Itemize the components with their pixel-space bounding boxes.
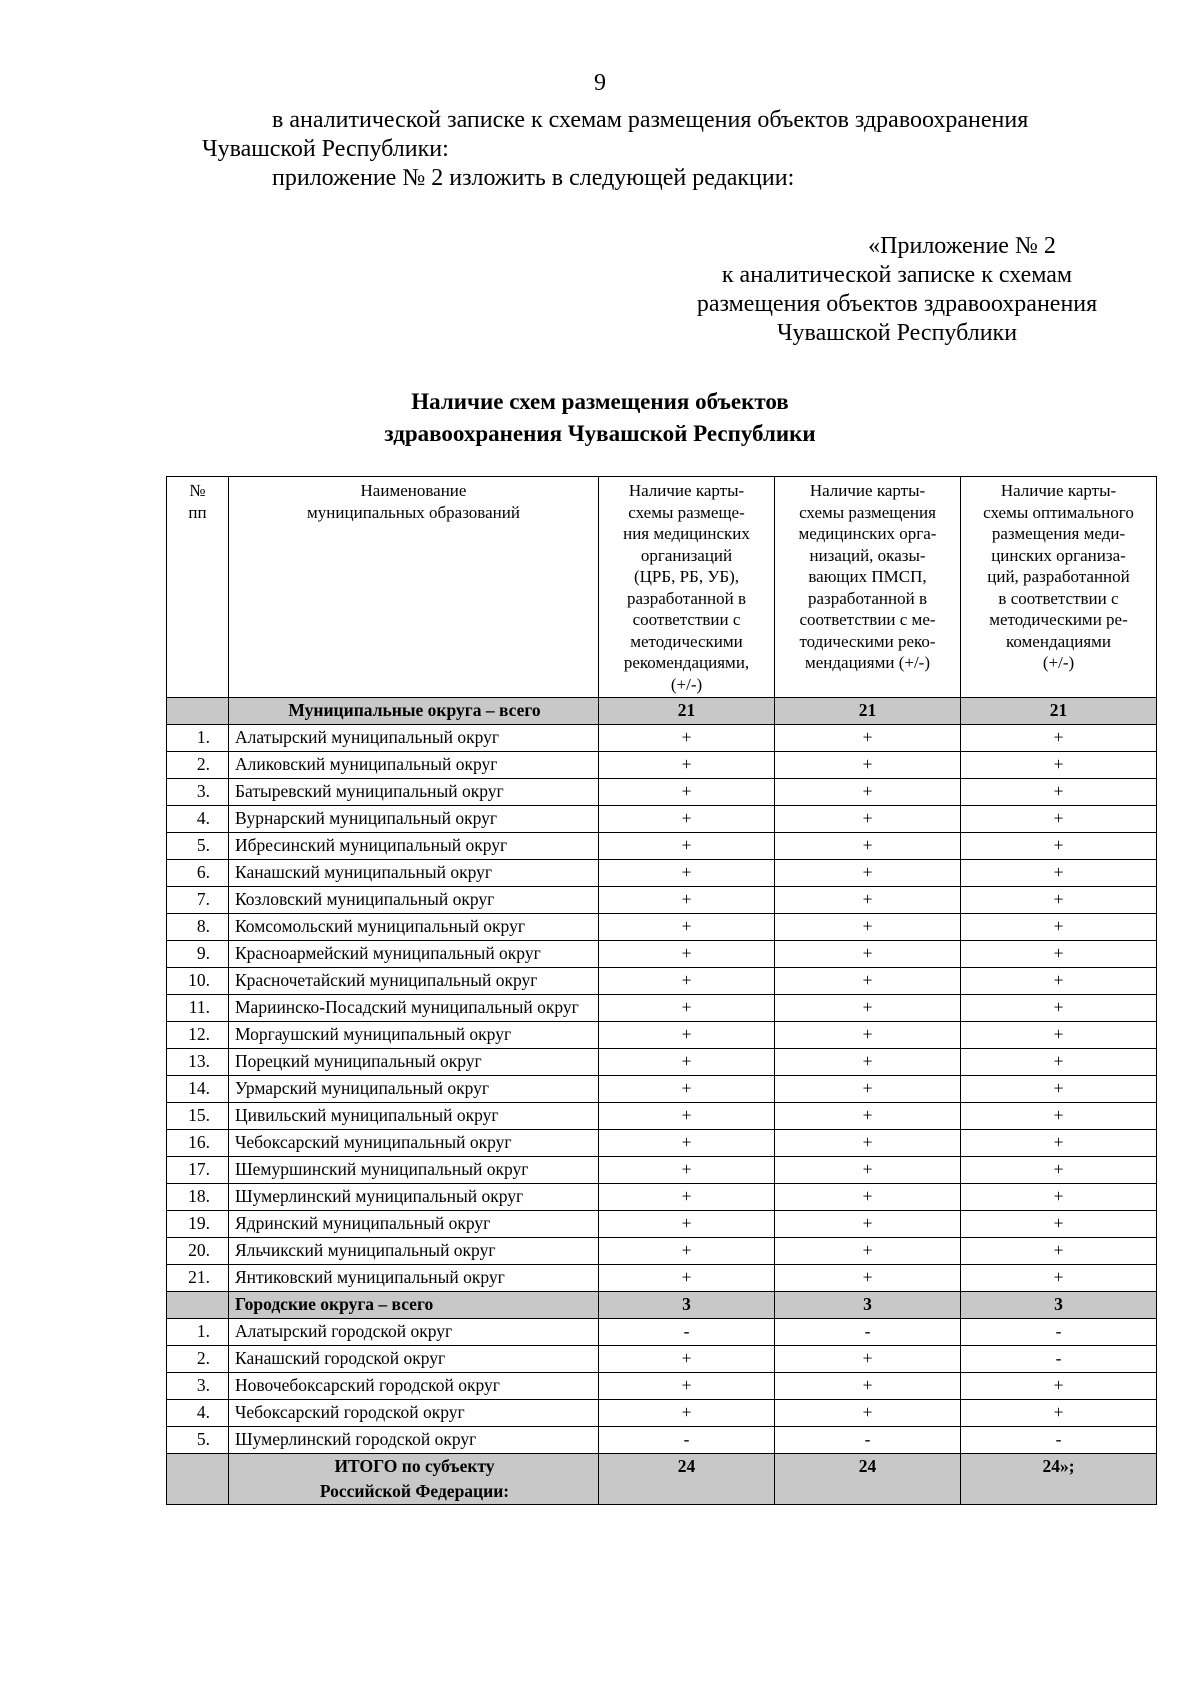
- table-row: [167, 860, 1157, 887]
- value-col3: +: [961, 941, 1157, 968]
- row-number: 17.: [167, 1157, 229, 1184]
- value-col1: +: [599, 941, 775, 968]
- row-name: Алатырский городской округ: [229, 1319, 599, 1346]
- value-col1: +: [599, 1130, 775, 1157]
- page-number: 9: [594, 70, 606, 96]
- row-name: Шумерлинский городской округ: [229, 1427, 599, 1454]
- value-col3: +: [961, 806, 1157, 833]
- row-number: 10.: [167, 968, 229, 995]
- value-col3: +: [961, 1130, 1157, 1157]
- table-row: [167, 941, 1157, 968]
- row-name: Шумерлинский муниципальный округ: [229, 1184, 599, 1211]
- value-col3: +: [961, 1211, 1157, 1238]
- table-header-row: [167, 477, 1157, 698]
- row-number: 3.: [167, 779, 229, 806]
- intro-line-3: приложение № 2 изложить в следующей редакции:: [272, 165, 795, 191]
- table-row: [167, 725, 1157, 752]
- table-row: [167, 1346, 1157, 1373]
- value-col3: +: [961, 968, 1157, 995]
- value-col2: +: [775, 1130, 961, 1157]
- grand-total-label-line-2: Российской Федерации:: [319, 1481, 510, 1501]
- value-col3: 21: [961, 698, 1157, 725]
- value-col2: -: [775, 1427, 961, 1454]
- value-col1: +: [599, 1346, 775, 1373]
- row-number: 20.: [167, 1238, 229, 1265]
- value-col3: +: [961, 887, 1157, 914]
- table-row: [167, 1211, 1157, 1238]
- table-row: [167, 1400, 1157, 1427]
- row-number: 15.: [167, 1103, 229, 1130]
- table-row: [167, 887, 1157, 914]
- value-col3: -: [961, 1346, 1157, 1373]
- table-row: [167, 833, 1157, 860]
- total-row: [167, 1292, 1157, 1319]
- value-col1: +: [599, 1022, 775, 1049]
- value-col2: +: [775, 1346, 961, 1373]
- value-col2: 3: [775, 1292, 961, 1319]
- table-row: [167, 914, 1157, 941]
- row-number: 12.: [167, 1022, 229, 1049]
- value-col2: +: [775, 941, 961, 968]
- value-col1: +: [599, 1211, 775, 1238]
- value-col1: +: [599, 860, 775, 887]
- table-row: [167, 1373, 1157, 1400]
- value-col2: +: [775, 1157, 961, 1184]
- table-row: [167, 1319, 1157, 1346]
- row-number: 11.: [167, 995, 229, 1022]
- value-col3: -: [961, 1427, 1157, 1454]
- value-col2: +: [775, 779, 961, 806]
- value-col3: +: [961, 1373, 1157, 1400]
- value-col1: +: [599, 752, 775, 779]
- value-col1: +: [599, 833, 775, 860]
- row-number: 3.: [167, 1373, 229, 1400]
- table-row: [167, 1157, 1157, 1184]
- row-number: 1.: [167, 1319, 229, 1346]
- title-line-1: Наличие схем размещения объектов: [411, 389, 789, 414]
- value-col2: +: [775, 1103, 961, 1130]
- row-number: 21.: [167, 1265, 229, 1292]
- value-col1: +: [599, 968, 775, 995]
- value-col2: +: [775, 725, 961, 752]
- value-col2: +: [775, 1184, 961, 1211]
- intro-line-2: Чувашской Республики:: [202, 136, 449, 162]
- value-col2: +: [775, 752, 961, 779]
- table-row: [167, 1022, 1157, 1049]
- value-col1: +: [599, 1103, 775, 1130]
- table-row: [167, 968, 1157, 995]
- row-number: 7.: [167, 887, 229, 914]
- value-col3: +: [961, 995, 1157, 1022]
- row-name: Шемуршинский муниципальный округ: [229, 1157, 599, 1184]
- table-row: [167, 995, 1157, 1022]
- row-name: Моргаушский муниципальный округ: [229, 1022, 599, 1049]
- value-col2: +: [775, 1049, 961, 1076]
- value-col2: +: [775, 995, 961, 1022]
- row-number: 8.: [167, 914, 229, 941]
- value-col1: +: [599, 806, 775, 833]
- row-name: Канашский городской округ: [229, 1346, 599, 1373]
- table-row: [167, 1130, 1157, 1157]
- row-number: 5.: [167, 1427, 229, 1454]
- value-col1: +: [599, 1049, 775, 1076]
- table-row: [167, 1103, 1157, 1130]
- value-col2: +: [775, 833, 961, 860]
- row-number: 4.: [167, 1400, 229, 1427]
- table-title: [0, 386, 1200, 450]
- value-col1: 3: [599, 1292, 775, 1319]
- row-name: Канашский муниципальный округ: [229, 860, 599, 887]
- value-col3: +: [961, 752, 1157, 779]
- table-row: [167, 806, 1157, 833]
- value-col2: +: [775, 1400, 961, 1427]
- value-col3: +: [961, 1238, 1157, 1265]
- value-col3: +: [961, 1103, 1157, 1130]
- value-col3: 24»;: [961, 1454, 1157, 1505]
- row-number: [167, 1292, 229, 1319]
- row-name: Батыревский муниципальный округ: [229, 779, 599, 806]
- value-col3: +: [961, 1265, 1157, 1292]
- value-col2: +: [775, 1211, 961, 1238]
- value-col2: +: [775, 806, 961, 833]
- row-number: 16.: [167, 1130, 229, 1157]
- value-col3: +: [961, 860, 1157, 887]
- row-name: Красночетайский муниципальный округ: [229, 968, 599, 995]
- row-name: Мариинско-Посадский муниципальный округ: [229, 995, 599, 1022]
- value-col3: +: [961, 1184, 1157, 1211]
- attachment-line-4: Чувашской Республики: [776, 320, 1018, 346]
- row-name: Комсомольский муниципальный округ: [229, 914, 599, 941]
- value-col2: +: [775, 1373, 961, 1400]
- table-row: [167, 1427, 1157, 1454]
- value-col3: +: [961, 914, 1157, 941]
- value-col3: 3: [961, 1292, 1157, 1319]
- row-number: 6.: [167, 860, 229, 887]
- value-col1: +: [599, 1265, 775, 1292]
- row-name: Красноармейский муниципальный округ: [229, 941, 599, 968]
- value-col3: +: [961, 779, 1157, 806]
- value-col1: +: [599, 1238, 775, 1265]
- value-col1: +: [599, 1076, 775, 1103]
- value-col1: +: [599, 779, 775, 806]
- header-col3: Наличие карты- схемы оптимального размещения меди- цинских организа- ций, разработанной в соответствии с методическими ре- комендациями (+/-): [961, 477, 1157, 698]
- value-col1: -: [599, 1319, 775, 1346]
- value-col2: 24: [775, 1454, 961, 1505]
- table-row: [167, 1238, 1157, 1265]
- value-col3: -: [961, 1319, 1157, 1346]
- grand-total-row: [167, 1454, 1157, 1505]
- row-name: Янтиковский муниципальный округ: [229, 1265, 599, 1292]
- attachment-line-3: размещения объектов здравоохранения: [696, 291, 1098, 317]
- value-col2: 21: [775, 698, 961, 725]
- table-row: [167, 1049, 1157, 1076]
- value-col3: +: [961, 1022, 1157, 1049]
- table-row: [167, 779, 1157, 806]
- value-col1: 24: [599, 1454, 775, 1505]
- row-name: Ибресинский муниципальный округ: [229, 833, 599, 860]
- row-name: Порецкий муниципальный округ: [229, 1049, 599, 1076]
- row-name: Алатырский муниципальный округ: [229, 725, 599, 752]
- value-col3: +: [961, 725, 1157, 752]
- value-col1: +: [599, 914, 775, 941]
- value-col1: +: [599, 887, 775, 914]
- value-col2: +: [775, 914, 961, 941]
- value-col3: +: [961, 1400, 1157, 1427]
- row-number: 18.: [167, 1184, 229, 1211]
- row-name: Городские округа – всего: [229, 1292, 599, 1319]
- value-col1: -: [599, 1427, 775, 1454]
- row-number: 1.: [167, 725, 229, 752]
- row-number: [167, 698, 229, 725]
- row-name: Урмарский муниципальный округ: [229, 1076, 599, 1103]
- row-number: 9.: [167, 941, 229, 968]
- row-name: Вурнарский муниципальный округ: [229, 806, 599, 833]
- table-row: [167, 1184, 1157, 1211]
- table-row: [167, 1265, 1157, 1292]
- row-name: Муниципальные округа – всего: [229, 698, 599, 725]
- header-col1: Наличие карты- схемы размеще- ния медицинских организаций (ЦРБ, РБ, УБ), разработанной в соответствии с методическими рекомендациями, (+/-): [599, 477, 775, 698]
- value-col3: +: [961, 1076, 1157, 1103]
- row-number: 2.: [167, 752, 229, 779]
- row-number: 13.: [167, 1049, 229, 1076]
- total-row: [167, 698, 1157, 725]
- row-number: [167, 1454, 229, 1505]
- row-number: 14.: [167, 1076, 229, 1103]
- row-name: Аликовский муниципальный округ: [229, 752, 599, 779]
- row-name: Чебоксарский городской округ: [229, 1400, 599, 1427]
- value-col1: +: [599, 1400, 775, 1427]
- table-row: [167, 1076, 1157, 1103]
- value-col1: +: [599, 1373, 775, 1400]
- value-col3: +: [961, 833, 1157, 860]
- attachment-line-2: к аналитической записке к схемам: [721, 262, 1073, 288]
- grand-total-label-line-1: ИТОГО по субъекту: [334, 1456, 495, 1476]
- row-number: 19.: [167, 1211, 229, 1238]
- value-col1: +: [599, 1157, 775, 1184]
- row-name: [229, 1454, 599, 1505]
- value-col2: +: [775, 1265, 961, 1292]
- row-number: 4.: [167, 806, 229, 833]
- row-name: Новочебоксарский городской округ: [229, 1373, 599, 1400]
- value-col1: +: [599, 995, 775, 1022]
- intro-line-1: в аналитической записке к схемам размещения объектов здравоохранения: [272, 107, 1029, 133]
- value-col2: +: [775, 1238, 961, 1265]
- table-row: [167, 752, 1157, 779]
- row-name: Цивильский муниципальный округ: [229, 1103, 599, 1130]
- attachment-line-1: «Приложение № 2: [868, 233, 1056, 259]
- value-col2: +: [775, 887, 961, 914]
- value-col2: -: [775, 1319, 961, 1346]
- row-number: 5.: [167, 833, 229, 860]
- value-col2: +: [775, 860, 961, 887]
- row-name: Ядринский муниципальный округ: [229, 1211, 599, 1238]
- value-col2: +: [775, 1076, 961, 1103]
- row-name: Яльчикский муниципальный округ: [229, 1238, 599, 1265]
- value-col3: +: [961, 1049, 1157, 1076]
- schemes-table: [166, 476, 1157, 1505]
- value-col2: +: [775, 968, 961, 995]
- value-col2: +: [775, 1022, 961, 1049]
- title-line-2: здравоохранения Чувашской Республики: [384, 421, 816, 446]
- header-num: № пп: [167, 477, 229, 698]
- header-col2: Наличие карты- схемы размещения медицинских орга- низаций, оказы- вающих ПМСП, разработанной в соответствии с ме- тодическими реко- мендациями (+/-): [775, 477, 961, 698]
- row-name: Чебоксарский муниципальный округ: [229, 1130, 599, 1157]
- value-col1: +: [599, 1184, 775, 1211]
- row-name: Козловский муниципальный округ: [229, 887, 599, 914]
- value-col1: +: [599, 725, 775, 752]
- value-col3: +: [961, 1157, 1157, 1184]
- value-col1: 21: [599, 698, 775, 725]
- row-number: 2.: [167, 1346, 229, 1373]
- header-name: Наименование муниципальных образований: [229, 477, 599, 698]
